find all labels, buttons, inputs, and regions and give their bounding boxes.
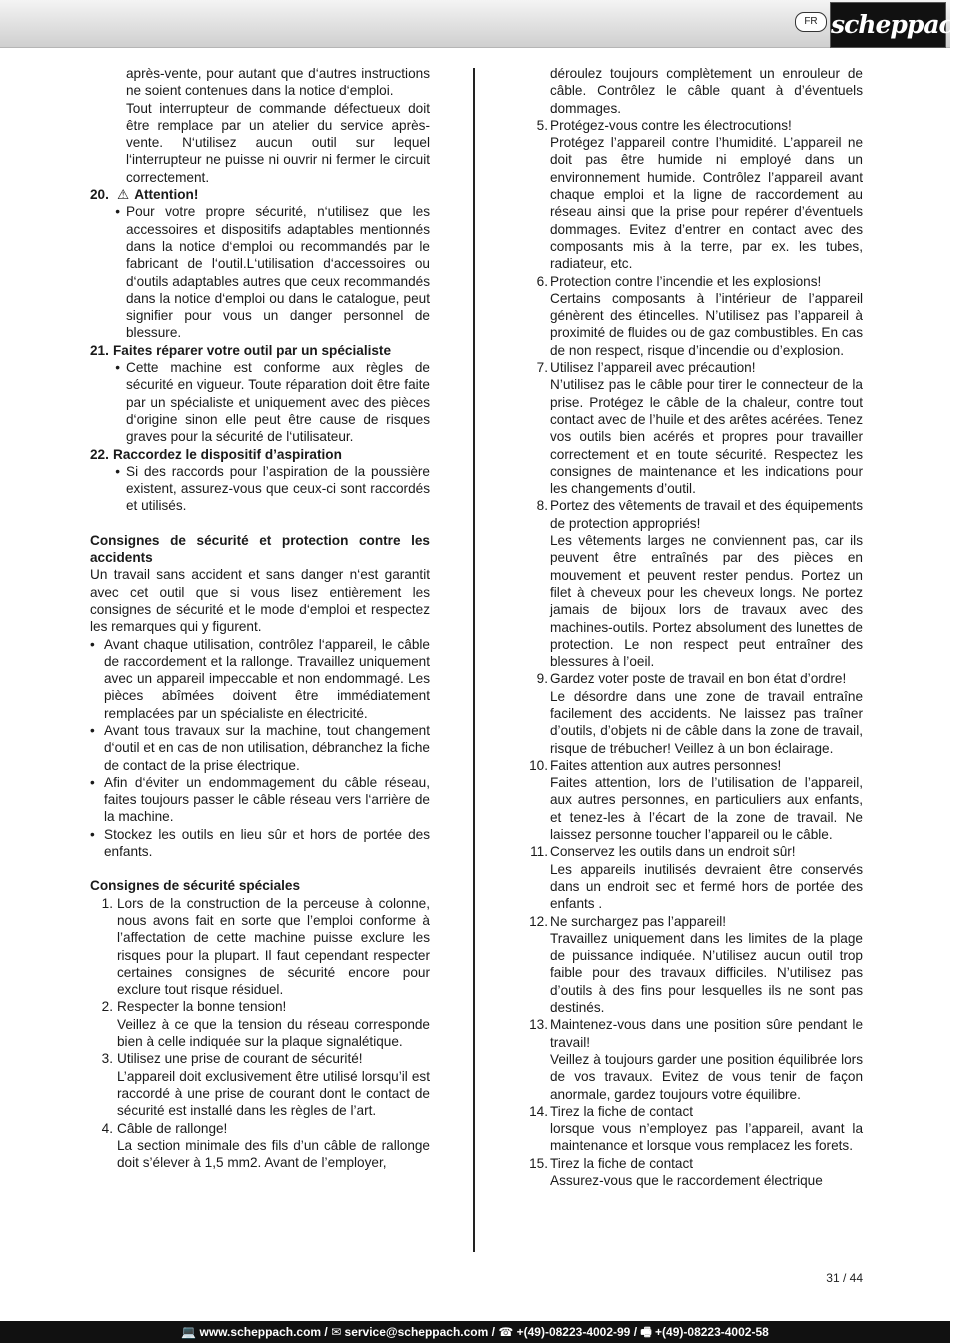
item-22-heading — [90, 446, 430, 463]
email-link[interactable]: service@scheppach.com — [344, 1325, 489, 1339]
item-subtext: N’utilisez pas le câble pour tirer le connecteur de la prise. Protégez le câble de la chaleur, contre tout contact avec de l’huile et des arêtes acérées. Tenez vos outils bien acérés et propres pour travailler correctement et en toute sécurité. Respectez les consignes de maintenance et les indications pour les changements d’outil. — [550, 377, 863, 497]
phone-number: +(49)-08223-4002-99 — [516, 1325, 631, 1339]
item-number: 22. — [90, 446, 109, 462]
bullet-text: Cette machine est conforme aux règles de sécurité en vigueur. Toute réparation doit être faite par un spécialiste et uniquement avec des pièces d‘origine sinon elle peut être cause de risques graves pour la sécurité de l‘utilisateur. — [126, 360, 430, 445]
separator: / — [321, 1325, 332, 1339]
item-subtext: Certains composants à l’intérieur de l’appareil génèrent des étincelles. N’utilisez pas l’appareil à proximité de fluides ou de gaz combustibles. En cas de non respect, risque d’incendie ou d’explosion. — [550, 290, 863, 358]
left-column — [90, 65, 430, 1171]
item-number: 14. — [529, 1103, 548, 1119]
section-title: Consignes de sécurité et protection contre les accidents — [90, 532, 430, 566]
bullet-marker: • — [90, 636, 95, 652]
list-item — [527, 843, 863, 912]
column-divider — [473, 68, 475, 1252]
item-body — [550, 913, 863, 1017]
bullet-text: Stockez les outils en lieu sûr et hors de portée des enfants. — [104, 826, 430, 860]
item-body — [550, 1016, 863, 1102]
item-body — [550, 843, 863, 912]
bullet-text: Si des raccords pour l’aspiration de la poussière existent, assurez-vous que ceux-ci sont raccordés et utilisés. — [126, 463, 430, 514]
list-item — [90, 636, 430, 722]
item-number: 4. — [101, 1120, 113, 1136]
list-item — [527, 359, 863, 497]
item-title: Raccordez le dispositif d’aspiration — [113, 446, 342, 462]
right-numbered-list — [527, 117, 863, 1189]
item-text: Protégez-vous contre les électrocutions! — [550, 117, 792, 133]
list-item — [90, 463, 430, 515]
item-subtext: Les appareils inutilisés devraient être conservés dans un endroit sec et fermé hors de portée des enfants . — [550, 861, 863, 912]
bullet-marker: • — [90, 722, 95, 738]
item-text: Lors de la construction de la perceuse à colonne, nous avons fait en sorte que l’emploi conforme à l’affectation de cette machine puisse exclure les risques pour la plupart. Il faut cependant respecter certaines consignes de sécurité encore pour exclure tout risque résiduel. — [117, 895, 430, 998]
list-item — [90, 774, 430, 826]
bullet-text: Avant tous travaux sur la machine, tout changement d‘outil et en cas de non utilisation, débranchez la fiche de contact de la prise électrique. — [104, 722, 430, 773]
list-item — [527, 1103, 863, 1155]
list-item — [527, 1016, 863, 1102]
bullet-marker: • — [115, 360, 120, 376]
right-column — [527, 65, 863, 1189]
item-number: 10. — [529, 757, 548, 773]
list-item — [90, 722, 430, 774]
item-number: 8. — [536, 498, 548, 514]
item-title: Faites réparer votre outil par un spécialiste — [113, 342, 392, 358]
item-text: Ne surchargez pas l’appareil! — [550, 913, 727, 929]
item-body — [550, 497, 863, 670]
separator: / — [630, 1325, 641, 1339]
item-text: Conservez les outils dans un endroit sûr! — [550, 844, 796, 860]
item-number: 9. — [536, 671, 548, 687]
item-subtext: Les vêtements larges ne conviennent pas, car ils peuvent être entraînés par des pièces en mouvement et peuvent rester pendus. Portez un filet à cheveux pour les cheveux longs. Ne portez jamais de bijoux lors de travaux avec des machines-outils. Portez absolument des lunettes de protection. Le non respect peut entraîner des blessures à l’oeil. — [550, 533, 863, 670]
item-number: 6. — [536, 273, 548, 289]
item-subtext: Veillez à toujours garder une position équilibrée lors de vos travaux. Evitez de vous tenir de façon anormale, gardez toujours votre équilibre. — [550, 1051, 863, 1102]
item-text: Câble de rallonge! — [117, 1120, 228, 1136]
warning-icon: ⚠ — [117, 187, 130, 203]
list-item — [527, 1155, 863, 1190]
item-20-heading — [90, 186, 430, 203]
item-text: Tirez la fiche de contact — [550, 1155, 694, 1171]
computer-icon: 💻 — [181, 1325, 197, 1339]
item-body — [550, 359, 863, 497]
section-title: Consignes de sécurité spéciales — [90, 878, 301, 894]
list-item — [527, 757, 863, 843]
item-subtext: Travaillez uniquement dans les limites de la plage de puissance indiquée. N’utilisez aucun outil trop faible pour des travaux difficiles. N’utilisez pas d’outils à des fins pour lesquelles ils ne sont pas destinés. — [550, 930, 863, 1016]
item-number: 3. — [101, 1051, 113, 1067]
item-number: 15. — [529, 1155, 548, 1171]
list-item — [90, 826, 430, 861]
item-text: Protection contre l’incendie et les explosions! — [550, 273, 822, 289]
item-number: 12. — [529, 913, 548, 929]
item-text: Gardez voter poste de travail en bon état d’ordre! — [550, 671, 847, 687]
item-text: Maintenez-vous dans une position sûre pendant le travail! — [550, 1017, 863, 1050]
intro-paragraph: Tout interrupteur de commande défectueux doit être remplace par un atelier du service après-vente. N‘utilisez aucun outil sur lequel l‘interrupteur ne puisse ni ouvrir ni fermer le circuit correctement. — [126, 100, 430, 185]
item-title: Attention! — [134, 187, 199, 203]
item-subtext: Faites attention, lors de l’utilisation de l’appareil, aux autres personnes, en particuliers aux enfants, et tenez-les à l’écart de la zone de travail. Ne laissez personne toucher l’appareil ou le câble. — [550, 775, 863, 843]
list-item — [527, 670, 863, 756]
item-subtext: La section minimale des fils d’un câble de rallonge doit s’élever à 1,5 mm2. Avant de l’employer, — [117, 1137, 430, 1171]
item-number: 1. — [101, 895, 113, 911]
page-footer — [0, 1321, 950, 1343]
item-21-heading — [90, 342, 430, 359]
list-item — [90, 1120, 430, 1172]
language-badge: FR — [795, 12, 827, 32]
fax-number: +(49)-08223-4002-58 — [655, 1325, 769, 1339]
item-text: Utilisez une prise de courant de sécurité! — [117, 1051, 363, 1067]
item-subtext: Protégez l’appareil contre l’humidité. L’appareil ne doit pas être humide ni employé dans un environnement humide. Contrôlez l’appareil avant chaque emploi et la ligne de raccordement au réseau ainsi que la prise pour repérer d’éventuels dommages. Evitez d’entrer en contact avec des composants mis à la terre, par ex. les tubes, radiateur, etc. — [550, 135, 863, 272]
page-number: 31 / 44 — [826, 1271, 863, 1285]
brand-logo: scheppach — [830, 2, 946, 48]
list-item — [527, 117, 863, 273]
item-number: 2. — [101, 999, 113, 1015]
item-number: 21. — [90, 342, 109, 358]
phone-icon: ☎ — [498, 1325, 514, 1339]
item-body — [550, 1155, 863, 1190]
item-subtext: L’appareil doit exclusivement être utilisé lorsqu’il est raccordé à une prise de courant dont le contact de sécurité est installé dans les règles de l’art. — [117, 1068, 430, 1119]
continuation-text: déroulez toujours complètement un enrouleur de câble. Contrôlez le câble quant à d’éventuels dommages. — [550, 66, 863, 116]
item-subtext: Veillez à ce que la tension du réseau corresponde bien à celle indiquée sur la plaque signalétique. — [117, 1016, 430, 1050]
list-item — [90, 1050, 430, 1119]
item-body — [117, 998, 430, 1050]
bullet-text: Avant chaque utilisation, contrôlez l‘appareil, le câble de raccordement et la rallonge. Travaillez uniquement avec un appareil impeccable et non endommagé. Les pièces abîmées doivent être immédiatement remplacées par un spécialiste en électricité. — [104, 636, 430, 721]
list-item — [527, 273, 863, 359]
item-text: Faites attention aux autres personnes! — [550, 757, 782, 773]
list-item — [527, 913, 863, 1017]
item-text: Utilisez l’appareil avec précaution! — [550, 360, 756, 376]
bullet-marker: • — [115, 463, 120, 479]
separator: / — [488, 1325, 499, 1339]
bullet-marker: • — [115, 204, 120, 220]
fax-icon: 🖷 — [640, 1325, 652, 1339]
item-body — [117, 1050, 430, 1119]
item-subtext: lorsque vous n’employez pas l’appareil, avant la maintenance et lorsque vous remplacez les forets. — [550, 1121, 863, 1154]
page-header — [0, 0, 970, 48]
item-number: 20. — [90, 187, 109, 203]
list-item — [90, 359, 430, 445]
item-text: Portez des vêtements de travail et des équipements de protection appropriés! — [550, 498, 863, 531]
list-item — [90, 998, 430, 1050]
item-body — [550, 273, 863, 359]
item-number: 11. — [530, 844, 548, 860]
item-body — [550, 117, 863, 273]
item-text: Respecter la bonne tension! — [117, 999, 287, 1015]
bullet-marker: • — [90, 826, 95, 842]
website-link[interactable]: www.scheppach.com — [199, 1325, 322, 1339]
item-number: 5. — [536, 117, 548, 133]
item-body — [117, 1120, 430, 1172]
bullet-marker: • — [90, 774, 95, 790]
item-subtext: Assurez-vous que le raccordement électrique — [550, 1173, 823, 1188]
list-item — [90, 895, 430, 999]
item-text: Tirez la fiche de contact — [550, 1103, 694, 1119]
item-number: 13. — [529, 1017, 548, 1033]
item-subtext: Le désordre dans une zone de travail entraîne facilement des accidents. Ne laissez pas traîner d’outils, d’objets ni de câble dans la zone de travail, risque de trébucher! Veillez à un bon éclairage. — [550, 688, 863, 756]
mail-icon: ✉ — [331, 1325, 342, 1339]
bullet-text: Afin d‘éviter un endommagement du câble réseau, faites toujours passer le câble réseau vers l‘arrière de la machine. — [104, 774, 430, 825]
bullet-text: Pour votre propre sécurité, n‘utilisez que les accessoires et dispositifs adaptables mentionnés dans la notice d‘emploi ou recommandés par le fabricant de l‘outil.L‘utilisation d‘accessoires ou d‘outils adaptables autres que ceux recommandés dans la notice d‘emploi ou dans le catalogue, peut signifier pour vous un danger personnel de blessure. — [126, 204, 430, 341]
list-item — [90, 203, 430, 341]
item-body — [550, 670, 863, 756]
intro-continuation: après-vente, pour autant que d‘autres instructions ne soient contenues dans la notice d‘emploi. — [126, 66, 430, 99]
section-intro: Un travail sans accident et sans danger n‘est garantit avec cet outil que si vous lisez entièrement les consignes de sécurité et le mode d‘emploi et respectez les remarques qui y figurent. — [90, 567, 430, 635]
item-body — [550, 1103, 863, 1155]
item-number: 7. — [536, 360, 548, 376]
item-body — [550, 757, 863, 843]
list-item — [527, 497, 863, 670]
